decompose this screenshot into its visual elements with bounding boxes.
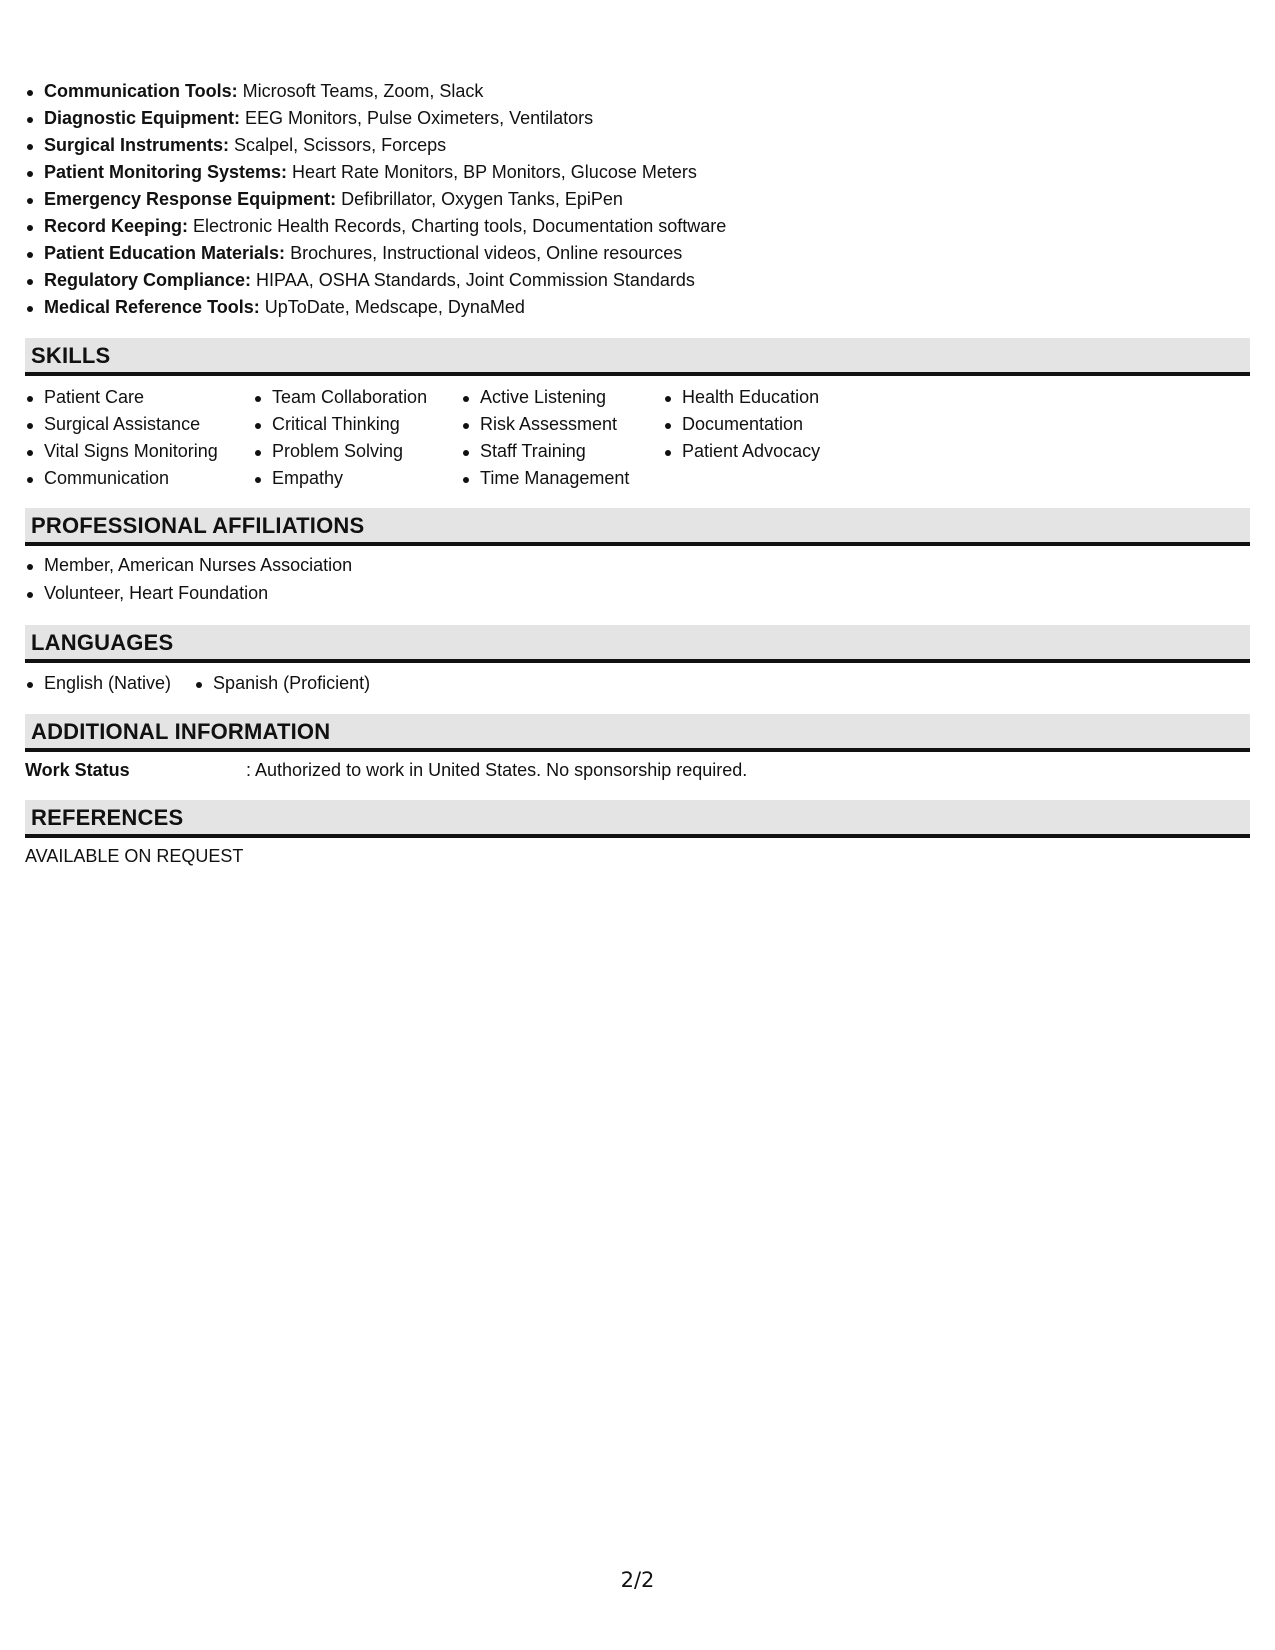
- list-item: Problem Solving: [253, 438, 461, 465]
- page-number: 2/2: [620, 1568, 655, 1592]
- tool-value: Heart Rate Monitors, BP Monitors, Glucose Meters: [287, 162, 697, 182]
- section-title: REFERENCES: [31, 805, 184, 830]
- languages-list: [25, 670, 393, 697]
- tool-value: Electronic Health Records, Charting tools, Documentation software: [188, 216, 727, 236]
- section-title: PROFESSIONAL AFFILIATIONS: [31, 513, 365, 538]
- list-item: Health Education: [663, 384, 883, 411]
- list-item: [25, 132, 726, 159]
- work-status-label: Work Status: [25, 760, 130, 780]
- section-header-additional-information: [25, 714, 1250, 752]
- tools-list: [25, 78, 726, 321]
- list-item: Critical Thinking: [253, 411, 461, 438]
- skills-column: [253, 384, 461, 492]
- list-item: Communication: [25, 465, 253, 492]
- list-item: Time Management: [461, 465, 663, 492]
- tool-value: EEG Monitors, Pulse Oximeters, Ventilators: [240, 108, 594, 128]
- list-item: [25, 267, 726, 294]
- section-header-languages: [25, 625, 1250, 663]
- list-item: Patient Care: [25, 384, 253, 411]
- tool-label: Medical Reference Tools:: [44, 297, 260, 317]
- skills-column: [461, 384, 663, 492]
- skills-column: [25, 384, 253, 492]
- section-title: SKILLS: [31, 343, 111, 368]
- list-item: [25, 105, 726, 132]
- list-item: [25, 294, 726, 321]
- tool-value: Defibrillator, Oxygen Tanks, EpiPen: [336, 189, 623, 209]
- tool-label: Patient Education Materials:: [44, 243, 286, 263]
- tool-label: Emergency Response Equipment:: [44, 189, 337, 209]
- tool-value: Scalpel, Scissors, Forceps: [229, 135, 447, 155]
- list-item: Active Listening: [461, 384, 663, 411]
- affiliations-list: [25, 552, 352, 608]
- section-header-skills: [25, 338, 1250, 376]
- section-header-affiliations: [25, 508, 1250, 546]
- list-item: Vital Signs Monitoring: [25, 438, 253, 465]
- tool-label: Communication Tools:: [44, 81, 238, 101]
- list-item: Spanish (Proficient): [194, 670, 370, 697]
- list-item: [25, 240, 726, 267]
- list-item: Team Collaboration: [253, 384, 461, 411]
- section-title: LANGUAGES: [31, 630, 174, 655]
- tool-label: Patient Monitoring Systems:: [44, 162, 288, 182]
- list-item: Surgical Assistance: [25, 411, 253, 438]
- list-item: Member, American Nurses Association: [25, 552, 352, 580]
- skills-column: [663, 384, 883, 492]
- section-title: ADDITIONAL INFORMATION: [31, 719, 331, 744]
- list-item: Volunteer, Heart Foundation: [25, 580, 352, 608]
- tool-value: Brochures, Instructional videos, Online resources: [285, 243, 683, 263]
- list-item: [25, 159, 726, 186]
- tool-label: Record Keeping:: [44, 216, 189, 236]
- work-status-value: : Authorized to work in United States. No sponsorship required.: [246, 760, 748, 780]
- list-item: Empathy: [253, 465, 461, 492]
- section-header-references: [25, 800, 1250, 838]
- list-item: [25, 213, 726, 240]
- tool-label: Surgical Instruments:: [44, 135, 230, 155]
- list-item: [25, 78, 726, 105]
- list-item: English (Native): [25, 670, 171, 697]
- list-item: [25, 186, 726, 213]
- tool-label: Regulatory Compliance:: [44, 270, 252, 290]
- skills-grid: [25, 384, 883, 492]
- tool-value: UpToDate, Medscape, DynaMed: [259, 297, 525, 317]
- tool-value: HIPAA, OSHA Standards, Joint Commission Standards: [251, 270, 695, 290]
- tool-value: Microsoft Teams, Zoom, Slack: [237, 81, 484, 101]
- list-item: Staff Training: [461, 438, 663, 465]
- references-text: AVAILABLE ON REQUEST: [25, 846, 244, 866]
- tool-label: Diagnostic Equipment:: [44, 108, 241, 128]
- list-item: Documentation: [663, 411, 883, 438]
- list-item: Patient Advocacy: [663, 438, 883, 465]
- list-item: Risk Assessment: [461, 411, 663, 438]
